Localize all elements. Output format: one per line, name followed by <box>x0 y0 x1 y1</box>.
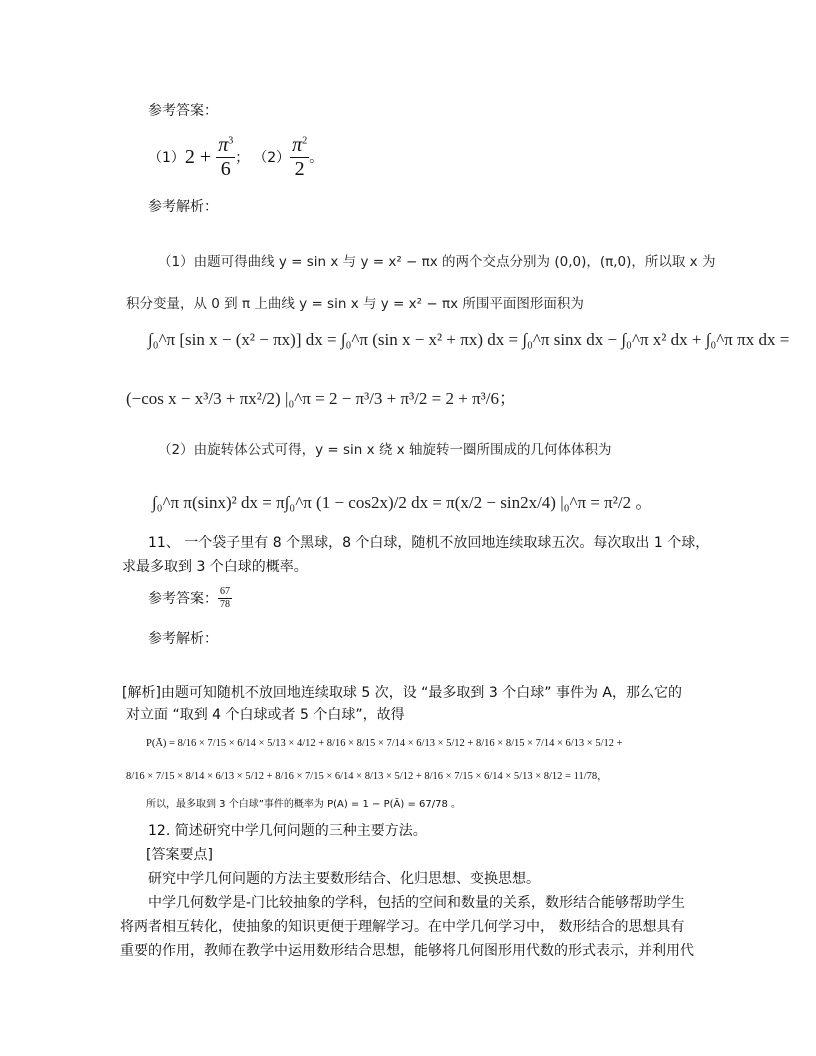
q11-probability-eq1: P(Ā) = 8/16 × 7/15 × 6/14 × 5/13 × 4/12 + 8/16 × 8/15 × 7/14 × 6/13 × 5/12 + 8/16 × 8/15 × 7/14 × 6/13 × 5/12 + <box>146 738 623 749</box>
q10-analysis-line5: （2）由旋转体公式可得，y = sin x 绕 x 轴旋转一圈所围成的几何体体积为 <box>158 442 612 458</box>
q11-answer-fraction: $\frac{67}{78}$ <box>220 586 230 610</box>
q11-probability-eq2: 8/16 × 7/15 × 8/14 × 6/13 × 5/12 + 8/16 × 7/15 × 6/14 × 8/13 × 5/12 + 8/16 × 7/15 × 6/14 × 5/13 × 8/12 = 11/78， <box>126 771 608 782</box>
q10-analysis-volume: ∫₀^π π(sinx)² dx = π∫₀^π (1 − cos2x)/2 dx = π(x/2 − sin2x/4) |₀^π = π²/2 。 <box>152 493 653 512</box>
q10-analysis-area-result: (−cos x − x³/3 + πx²/2) |₀^π = 2 − π³/3 + π³/2 = 2 + π³/6； <box>126 389 517 408</box>
q12-paragraph2-line2: 将两者相互转化，使抽象的知识更便于理解学习。在中学几何学习中， 数形结合的思想具有 <box>120 919 685 935</box>
q12-paragraph2-line3: 重要的作用，教师在教学中运用数形结合思想，能够将几何图形用代数的形式表示，并利用代 <box>120 943 694 959</box>
q11-probability-conclusion: 所以，最多取到 3 个白球”事件的概率为 P(A) = 1 − P(Ā) = 67/78 。 <box>146 799 461 810</box>
ref-answer-label: 参考答案： <box>148 591 218 607</box>
q11-analysis-line2: 对立面 “取到 4 个白球或者 5 个白球”，故得 <box>126 707 405 723</box>
q10-answer-part2-label: （2） <box>253 150 291 166</box>
q12-question: 12. 简述研究中学几何问题的三种主要方法。 <box>148 823 427 839</box>
q10-analysis-line1: （1）由题可得曲线 y = sin x 与 y = x² − πx 的两个交点分别为 (0,0)，(π,0)，所以取 x 为 <box>158 254 716 270</box>
q10-answer-part2-value: $\frac{\pi^2}{2}$ <box>292 133 308 180</box>
q10-analysis-line2: 积分变量，从 0 到 π 上曲线 y = sin x 与 y = x² − πx 所围平面图形面积为 <box>126 296 584 312</box>
q10-answer-part1-value: 2 + $\frac{\pi^3}{6}$ <box>184 133 234 180</box>
q10-answer-part1-label: （1） <box>148 150 185 166</box>
q11-question-line1: 11、 一个袋子里有 8 个黑球，8 个白球，随机不放回地连续取球五次。每次取出 1 个球， <box>148 535 710 551</box>
q10-analysis-area-integral: ∫₀^π [sin x − (x² − πx)] dx = ∫₀^π (sin x − x² + πx) dx = ∫₀^π sinx dx − ∫₀^π x² dx + ∫₀^π πx dx = <box>148 330 790 349</box>
ref-answer-label: 参考答案： <box>148 103 218 119</box>
ref-analysis-label: 参考解析： <box>148 631 218 647</box>
q10-answer: （1） 2 + $\frac{\pi^3}{6}$ ； （2） $\frac{\pi^2}{2}$ 。 <box>148 133 324 180</box>
q12-paragraph2-line1: 中学几何数学是-门比较抽象的学科，包括的空间和数量的关系，数形结合能够帮助学生 <box>148 895 686 911</box>
q11-answer <box>148 586 232 610</box>
q11-analysis-line1: [解析]由题可知随机不放回地连续取球 5 次，设 “最多取到 3 个白球” 事件为 A，那么它的 <box>122 685 682 701</box>
q12-key-points-label: [答案要点] <box>146 847 213 863</box>
ref-analysis-label: 参考解析： <box>148 199 218 215</box>
q11-question-line2: 求最多取到 3 个白球的概率。 <box>122 559 308 575</box>
q12-paragraph1: 研究中学几何问题的方法主要数形结合、化归思想、变换思想。 <box>148 871 540 887</box>
